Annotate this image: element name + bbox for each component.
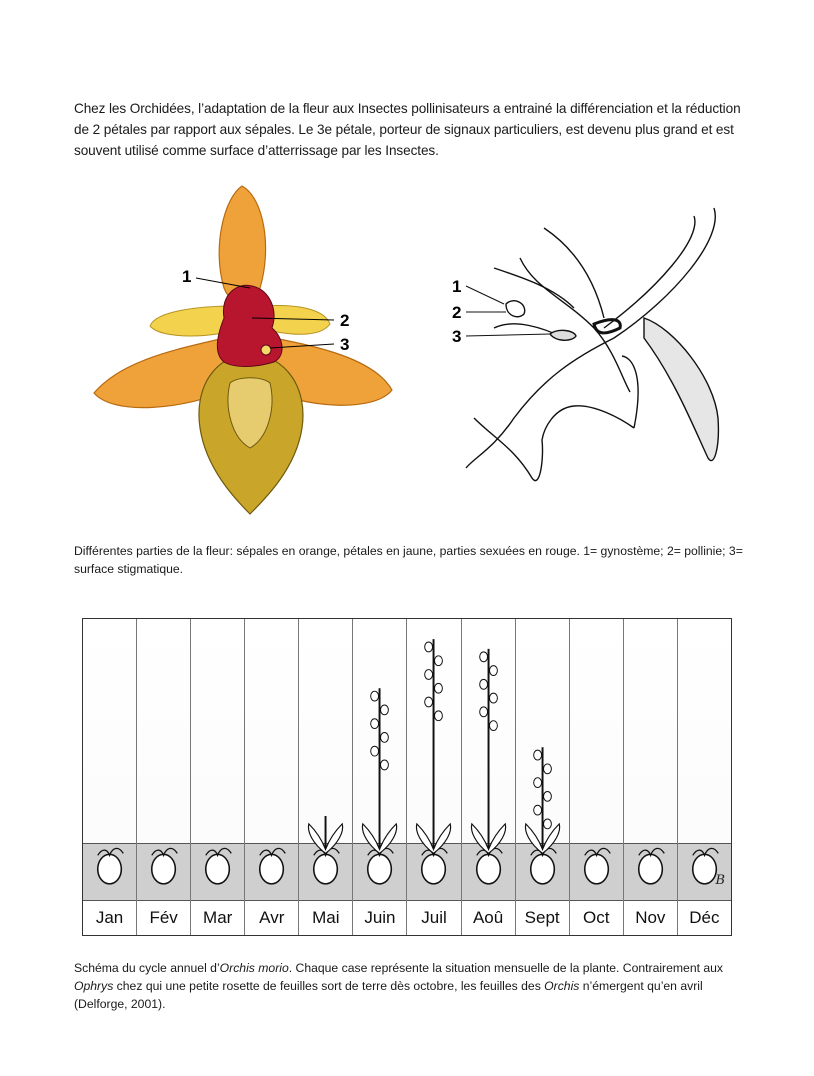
flower-bud — [425, 642, 433, 652]
left-label-3: 3 — [340, 335, 350, 354]
cycle-month-10 — [624, 619, 678, 935]
tuber — [260, 854, 284, 883]
month-label: Nov — [624, 901, 677, 935]
month-label: Oct — [570, 901, 623, 935]
flower-bud — [533, 750, 541, 760]
cycle-month-3 — [245, 619, 299, 935]
tuber — [314, 854, 338, 883]
tuber — [476, 854, 500, 883]
cycle-month-7 — [462, 619, 516, 935]
flower-bud — [533, 805, 541, 815]
flower-bud — [425, 697, 433, 707]
flower-bud — [435, 711, 443, 721]
cycle-month-2 — [191, 619, 245, 935]
cycle-month-1 — [137, 619, 191, 935]
flower-bud — [371, 719, 379, 729]
shoot — [152, 848, 178, 855]
flower-bud — [489, 721, 497, 731]
month-label: Jan — [83, 901, 136, 935]
cycle-month-9 — [570, 619, 624, 935]
cycle-month-5 — [353, 619, 407, 935]
shoot — [260, 848, 286, 855]
flower-bud — [489, 666, 497, 676]
colored-flower-illustration — [94, 186, 392, 514]
flower-bud — [381, 732, 389, 742]
cycle-month-0 — [83, 619, 137, 935]
flower-bud — [435, 683, 443, 693]
month-label: Déc — [678, 901, 731, 935]
right-label-2: 2 — [452, 303, 462, 322]
flower-bud — [543, 764, 551, 774]
cycle-month-4 — [299, 619, 353, 935]
intro-paragraph: Chez les Orchidées, l’adaptation de la fleur aux Insectes pollinisateurs a entrainé la différenciation et la réduction de 2 pétales par rapport aux sépales. Le 3e pétale, porteur de signaux particuliers, est devenu plus grand et est souvent utilisé comme surface d’atterrissage par les Insectes. — [74, 100, 741, 158]
annual-cycle-chart — [82, 618, 732, 936]
right-label-1: 1 — [452, 277, 462, 296]
flower-bud — [543, 819, 551, 829]
stigmatic-surface — [261, 345, 271, 355]
figure2-caption: Schéma du cycle annuel d’Orchis morio. Chaque case représente la situation mensuelle de la plante. Contrairement aux Ophrys chez qui une petite rosette de feuilles sort de terre dès octobre, les feuilles des Orchis n’émergent qu’en avril (Delforge, 2001). — [74, 961, 724, 1012]
month-label: Aoû — [462, 901, 515, 935]
labellum-outline — [644, 318, 718, 461]
tuber — [422, 854, 446, 883]
left-label-2: 2 — [340, 311, 350, 330]
plant-drawing — [137, 619, 190, 901]
tuber — [152, 854, 176, 883]
flower-figure — [74, 178, 754, 518]
shoot — [584, 848, 610, 855]
flower-bud — [479, 652, 487, 662]
right-label-3: 3 — [452, 327, 462, 346]
shoot — [639, 848, 665, 855]
tuber — [206, 854, 230, 883]
month-label: Mai — [299, 901, 352, 935]
month-label: Juil — [407, 901, 460, 935]
plant-drawing — [353, 619, 406, 901]
pollinium-outline — [506, 301, 525, 317]
stigma-outline — [550, 330, 576, 340]
plant-drawing — [624, 619, 677, 901]
plant-drawing — [570, 619, 623, 901]
flower-bud — [543, 791, 551, 801]
figure1-caption: Différentes parties de la fleur: sépales en orange, pétales en jaune, parties sexuées en rouge. 1= gynostème; 2= pollinie; 3= surface stigmatique. — [74, 544, 743, 577]
month-label: Sept — [516, 901, 569, 935]
cycle-month-6 — [407, 619, 461, 935]
flower-bud — [381, 705, 389, 715]
plant-drawing — [678, 619, 731, 901]
flower-bud — [489, 693, 497, 703]
tuber — [98, 854, 122, 883]
shoot — [206, 848, 232, 855]
cycle-month-8 — [516, 619, 570, 935]
month-label: Juin — [353, 901, 406, 935]
artist-signature: B — [715, 873, 725, 888]
flower-bud — [533, 778, 541, 788]
tuber — [693, 854, 717, 883]
flower-bud — [479, 707, 487, 717]
gynostemium — [217, 285, 282, 366]
plant-drawing — [83, 619, 136, 901]
flower-bud — [371, 746, 379, 756]
plant-drawing — [516, 619, 569, 901]
flower-bud — [479, 679, 487, 689]
shoot — [98, 848, 124, 855]
line-drawing-illustration — [452, 208, 718, 481]
flower-bud — [381, 760, 389, 770]
month-label: Mar — [191, 901, 244, 935]
flower-bud — [371, 691, 379, 701]
flower-bud — [435, 656, 443, 666]
plant-drawing — [407, 619, 460, 901]
shoot — [693, 848, 719, 855]
tuber — [368, 854, 392, 883]
plant-drawing — [245, 619, 298, 901]
plant-drawing — [299, 619, 352, 901]
tuber — [530, 854, 554, 883]
plant-drawing — [462, 619, 515, 901]
left-label-1: 1 — [182, 267, 192, 286]
month-label: Fév — [137, 901, 190, 935]
flower-bud — [425, 670, 433, 680]
plant-drawing — [191, 619, 244, 901]
month-label: Avr — [245, 901, 298, 935]
tuber — [584, 854, 608, 883]
tuber — [639, 854, 663, 883]
